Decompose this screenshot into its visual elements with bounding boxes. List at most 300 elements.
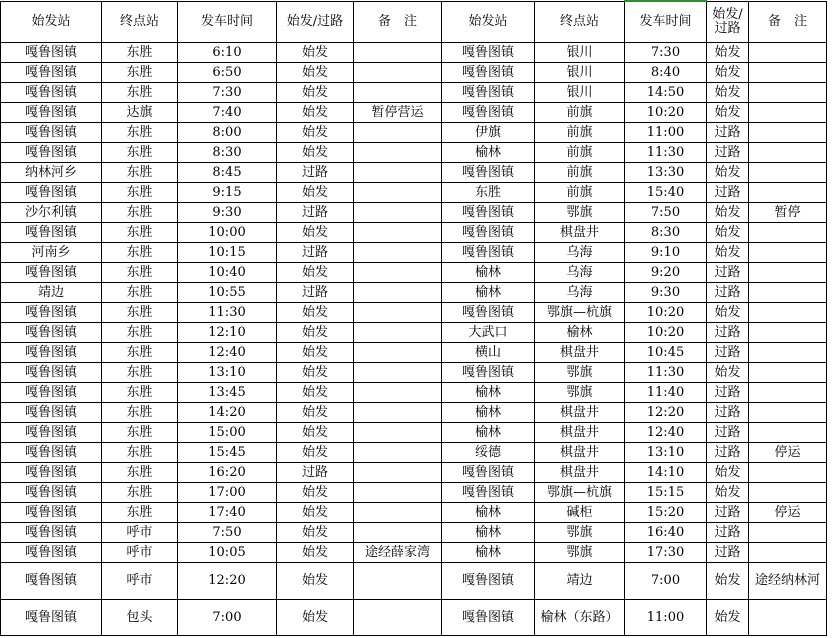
- cell-origin-or-transit-2[interactable]: 始发: [707, 203, 749, 223]
- cell-departure-time[interactable]: 16:20: [178, 463, 277, 483]
- cell-departure-time-2[interactable]: 17:30: [625, 543, 707, 563]
- cell-terminal-station[interactable]: 呼市: [102, 563, 178, 600]
- cell-remarks[interactable]: [354, 383, 442, 403]
- cell-origin-or-transit-2[interactable]: 始发: [707, 600, 749, 636]
- cell-departure-station-2[interactable]: 榆林: [442, 383, 535, 403]
- cell-departure-time[interactable]: 8:45: [178, 163, 277, 183]
- cell-terminal-station-2[interactable]: 鄂旗: [535, 523, 625, 543]
- cell-origin-or-transit-2[interactable]: 过路: [707, 403, 749, 423]
- cell-terminal-station-2[interactable]: 棋盘井: [535, 343, 625, 363]
- cell-terminal-station-2[interactable]: 前旗: [535, 103, 625, 123]
- cell-remarks[interactable]: [354, 503, 442, 523]
- cell-departure-station-2[interactable]: 榆林: [442, 143, 535, 163]
- cell-terminal-station-2[interactable]: 棋盘井: [535, 223, 625, 243]
- cell-terminal-station-2[interactable]: 鄂旗: [535, 383, 625, 403]
- cell-terminal-station[interactable]: 包头: [102, 600, 178, 636]
- cell-terminal-station[interactable]: 东胜: [102, 303, 178, 323]
- cell-departure-time[interactable]: 13:10: [178, 363, 277, 383]
- cell-departure-time-2[interactable]: 11:00: [625, 123, 707, 143]
- cell-departure-time[interactable]: 17:00: [178, 483, 277, 503]
- cell-terminal-station[interactable]: 呼市: [102, 543, 178, 563]
- cell-terminal-station[interactable]: 东胜: [102, 123, 178, 143]
- cell-origin-or-transit-2[interactable]: 过路: [707, 183, 749, 203]
- cell-terminal-station-2[interactable]: 银川: [535, 63, 625, 83]
- cell-remarks-2[interactable]: 停运: [749, 503, 827, 523]
- cell-origin-or-transit[interactable]: 始发: [277, 443, 354, 463]
- cell-departure-station[interactable]: 嘎鲁图镇: [1, 43, 102, 63]
- cell-remarks[interactable]: [354, 143, 442, 163]
- cell-remarks[interactable]: [354, 523, 442, 543]
- cell-origin-or-transit-2[interactable]: 过路: [707, 423, 749, 443]
- cell-departure-station[interactable]: 嘎鲁图镇: [1, 343, 102, 363]
- cell-remarks-2[interactable]: [749, 363, 827, 383]
- cell-remarks-2[interactable]: [749, 163, 827, 183]
- table-row: [1, 343, 827, 363]
- cell-origin-or-transit[interactable]: 始发: [277, 483, 354, 503]
- cell-departure-time-2[interactable]: 14:10: [625, 463, 707, 483]
- cell-terminal-station-2[interactable]: 靖边: [535, 563, 625, 600]
- cell-remarks-2[interactable]: [749, 483, 827, 503]
- cell-departure-time[interactable]: 13:45: [178, 383, 277, 403]
- cell-origin-or-transit[interactable]: 始发: [277, 543, 354, 563]
- header-remarks-2[interactable]: 备 注: [749, 1, 827, 43]
- cell-terminal-station[interactable]: 东胜: [102, 283, 178, 303]
- cell-origin-or-transit-2[interactable]: 始发: [707, 223, 749, 243]
- cell-remarks[interactable]: [354, 363, 442, 383]
- header-departure-time-2[interactable]: 发车时间: [625, 1, 707, 43]
- cell-departure-time-2[interactable]: 15:20: [625, 503, 707, 523]
- cell-departure-station-2[interactable]: 嘎鲁图镇: [442, 563, 535, 600]
- cell-remarks-2[interactable]: [749, 323, 827, 343]
- cell-departure-time-2[interactable]: 16:40: [625, 523, 707, 543]
- cell-origin-or-transit[interactable]: 始发: [277, 223, 354, 243]
- table-row: [1, 283, 827, 303]
- cell-terminal-station-2[interactable]: 银川: [535, 83, 625, 103]
- cell-origin-or-transit[interactable]: 始发: [277, 83, 354, 103]
- cell-remarks-2[interactable]: [749, 543, 827, 563]
- cell-terminal-station-2[interactable]: 鄂旗: [535, 363, 625, 383]
- cell-remarks-2[interactable]: [749, 243, 827, 263]
- cell-departure-station-2[interactable]: 榆林: [442, 503, 535, 523]
- cell-departure-station[interactable]: 纳林河乡: [1, 163, 102, 183]
- cell-departure-station[interactable]: 嘎鲁图镇: [1, 303, 102, 323]
- cell-terminal-station-2[interactable]: 乌海: [535, 263, 625, 283]
- table-row: [1, 223, 827, 243]
- cell-remarks[interactable]: [354, 323, 442, 343]
- cell-departure-station[interactable]: 嘎鲁图镇: [1, 383, 102, 403]
- cell-terminal-station[interactable]: 东胜: [102, 43, 178, 63]
- cell-terminal-station[interactable]: 东胜: [102, 503, 178, 523]
- cell-remarks[interactable]: [354, 223, 442, 243]
- cell-remarks[interactable]: [354, 243, 442, 263]
- cell-remarks[interactable]: [354, 43, 442, 63]
- cell-origin-or-transit[interactable]: 过路: [277, 203, 354, 223]
- cell-departure-time-2[interactable]: 7:30: [625, 43, 707, 63]
- cell-remarks-2[interactable]: 暂停: [749, 203, 827, 223]
- cell-remarks-2[interactable]: 停运: [749, 443, 827, 463]
- cell-departure-station[interactable]: 嘎鲁图镇: [1, 503, 102, 523]
- cell-terminal-station-2[interactable]: 棋盘井: [535, 443, 625, 463]
- cell-departure-station-2[interactable]: 东胜: [442, 183, 535, 203]
- cell-origin-or-transit-2[interactable]: 过路: [707, 263, 749, 283]
- cell-terminal-station[interactable]: 东胜: [102, 343, 178, 363]
- cell-origin-or-transit-2[interactable]: 始发: [707, 463, 749, 483]
- cell-departure-time-2[interactable]: 15:40: [625, 183, 707, 203]
- cell-origin-or-transit[interactable]: 始发: [277, 523, 354, 543]
- cell-terminal-station-2[interactable]: 棋盘井: [535, 423, 625, 443]
- cell-origin-or-transit-2[interactable]: 过路: [707, 283, 749, 303]
- cell-departure-station-2[interactable]: 绥德: [442, 443, 535, 463]
- cell-departure-time-2[interactable]: 7:00: [625, 563, 707, 600]
- cell-remarks[interactable]: [354, 443, 442, 463]
- cell-departure-station-2[interactable]: 嘎鲁图镇: [442, 163, 535, 183]
- cell-origin-or-transit[interactable]: 始发: [277, 263, 354, 283]
- cell-origin-or-transit[interactable]: 始发: [277, 343, 354, 363]
- cell-terminal-station[interactable]: 达旗: [102, 103, 178, 123]
- cell-departure-station-2[interactable]: 嘎鲁图镇: [442, 463, 535, 483]
- cell-terminal-station-2[interactable]: 鄂旗—杭旗: [535, 483, 625, 503]
- cell-departure-time-2[interactable]: 10:20: [625, 103, 707, 123]
- cell-terminal-station[interactable]: 东胜: [102, 483, 178, 503]
- cell-origin-or-transit[interactable]: 过路: [277, 163, 354, 183]
- cell-terminal-station[interactable]: 东胜: [102, 423, 178, 443]
- cell-remarks-2[interactable]: [749, 103, 827, 123]
- cell-departure-station[interactable]: 嘎鲁图镇: [1, 183, 102, 203]
- cell-departure-station-2[interactable]: 嘎鲁图镇: [442, 83, 535, 103]
- cell-departure-time[interactable]: 12:10: [178, 323, 277, 343]
- cell-terminal-station[interactable]: 东胜: [102, 203, 178, 223]
- header-terminal-station-2[interactable]: 终点站: [535, 1, 625, 43]
- cell-origin-or-transit[interactable]: 始发: [277, 600, 354, 636]
- table-row: [1, 43, 827, 63]
- cell-origin-or-transit-2[interactable]: 始发: [707, 103, 749, 123]
- table-row: [1, 163, 827, 183]
- cell-terminal-station[interactable]: 东胜: [102, 263, 178, 283]
- header-departure-station[interactable]: 始发站: [1, 1, 102, 43]
- cell-terminal-station-2[interactable]: 前旗: [535, 143, 625, 163]
- cell-departure-station-2[interactable]: 嘎鲁图镇: [442, 203, 535, 223]
- cell-origin-or-transit-2[interactable]: 过路: [707, 343, 749, 363]
- cell-remarks-2[interactable]: [749, 303, 827, 323]
- cell-origin-or-transit-2[interactable]: 始发: [707, 43, 749, 63]
- cell-remarks[interactable]: [354, 303, 442, 323]
- cell-departure-station-2[interactable]: 嘎鲁图镇: [442, 243, 535, 263]
- cell-departure-station[interactable]: 嘎鲁图镇: [1, 523, 102, 543]
- cell-origin-or-transit-2[interactable]: 过路: [707, 503, 749, 523]
- cell-departure-station-2[interactable]: 伊旗: [442, 123, 535, 143]
- cell-origin-or-transit[interactable]: 始发: [277, 183, 354, 203]
- cell-departure-station[interactable]: 嘎鲁图镇: [1, 223, 102, 243]
- cell-remarks[interactable]: [354, 263, 442, 283]
- cell-origin-or-transit-2[interactable]: 过路: [707, 383, 749, 403]
- header-departure-station-2[interactable]: 始发站: [442, 1, 535, 43]
- cell-departure-time-2[interactable]: 11:30: [625, 143, 707, 163]
- cell-origin-or-transit-2[interactable]: 过路: [707, 443, 749, 463]
- cell-departure-time-2[interactable]: 10:45: [625, 343, 707, 363]
- table-row: [1, 563, 827, 600]
- cell-departure-time[interactable]: 15:00: [178, 423, 277, 443]
- cell-remarks-2[interactable]: [749, 383, 827, 403]
- cell-departure-time[interactable]: 7:40: [178, 103, 277, 123]
- header-remarks[interactable]: 备 注: [354, 1, 442, 43]
- cell-remarks-2[interactable]: [749, 600, 827, 636]
- cell-remarks-2[interactable]: [749, 63, 827, 83]
- cell-departure-station[interactable]: 嘎鲁图镇: [1, 423, 102, 443]
- cell-departure-time[interactable]: 6:10: [178, 43, 277, 63]
- cell-terminal-station[interactable]: 东胜: [102, 323, 178, 343]
- cell-origin-or-transit[interactable]: 过路: [277, 463, 354, 483]
- cell-departure-station-2[interactable]: 榆林: [442, 403, 535, 423]
- cell-departure-time[interactable]: 6:50: [178, 63, 277, 83]
- cell-terminal-station-2[interactable]: 乌海: [535, 283, 625, 303]
- cell-origin-or-transit[interactable]: 始发: [277, 503, 354, 523]
- cell-departure-station-2[interactable]: 嘎鲁图镇: [442, 43, 535, 63]
- cell-remarks[interactable]: [354, 203, 442, 223]
- cell-departure-time[interactable]: 9:30: [178, 203, 277, 223]
- cell-terminal-station[interactable]: 东胜: [102, 163, 178, 183]
- cell-departure-station[interactable]: 嘎鲁图镇: [1, 363, 102, 383]
- cell-departure-time[interactable]: 11:30: [178, 303, 277, 323]
- cell-terminal-station-2[interactable]: 鄂旗—杭旗: [535, 303, 625, 323]
- cell-origin-or-transit-2[interactable]: 始发: [707, 563, 749, 600]
- cell-departure-station[interactable]: 嘎鲁图镇: [1, 83, 102, 103]
- cell-departure-station[interactable]: 靖边: [1, 283, 102, 303]
- header-origin-or-transit[interactable]: 始发/过路: [277, 1, 354, 43]
- cell-origin-or-transit-2[interactable]: 始发: [707, 363, 749, 383]
- cell-terminal-station[interactable]: 东胜: [102, 243, 178, 263]
- cell-departure-time-2[interactable]: 8:30: [625, 223, 707, 243]
- table-row: [1, 263, 827, 283]
- cell-departure-station-2[interactable]: 嘎鲁图镇: [442, 600, 535, 636]
- cell-departure-time-2[interactable]: 15:15: [625, 483, 707, 503]
- cell-terminal-station-2[interactable]: 棋盘井: [535, 403, 625, 423]
- cell-terminal-station-2[interactable]: 榆林: [535, 323, 625, 343]
- cell-origin-or-transit[interactable]: 始发: [277, 403, 354, 423]
- table-row: [1, 463, 827, 483]
- cell-remarks[interactable]: [354, 483, 442, 503]
- cell-departure-station[interactable]: 嘎鲁图镇: [1, 103, 102, 123]
- cell-remarks-2[interactable]: [749, 123, 827, 143]
- cell-origin-or-transit[interactable]: 始发: [277, 563, 354, 600]
- cell-remarks[interactable]: [354, 423, 442, 443]
- cell-origin-or-transit[interactable]: 始发: [277, 63, 354, 83]
- cell-departure-station[interactable]: 河南乡: [1, 243, 102, 263]
- cell-remarks-2[interactable]: 途经纳林河: [749, 563, 827, 600]
- cell-origin-or-transit[interactable]: 始发: [277, 423, 354, 443]
- cell-remarks[interactable]: 途经薛家湾: [354, 543, 442, 563]
- cell-origin-or-transit-2[interactable]: 过路: [707, 523, 749, 543]
- cell-terminal-station-2[interactable]: 碱柜: [535, 503, 625, 523]
- cell-departure-time-2[interactable]: 9:20: [625, 263, 707, 283]
- header-departure-time[interactable]: 发车时间: [178, 1, 277, 43]
- cell-remarks-2[interactable]: [749, 263, 827, 283]
- cell-remarks[interactable]: [354, 63, 442, 83]
- cell-remarks-2[interactable]: [749, 523, 827, 543]
- cell-terminal-station[interactable]: 东胜: [102, 223, 178, 243]
- cell-terminal-station-2[interactable]: 前旗: [535, 183, 625, 203]
- cell-departure-time[interactable]: 10:15: [178, 243, 277, 263]
- cell-departure-time-2[interactable]: 8:40: [625, 63, 707, 83]
- cell-origin-or-transit-2[interactable]: 始发: [707, 483, 749, 503]
- cell-terminal-station-2[interactable]: 银川: [535, 43, 625, 63]
- cell-departure-time[interactable]: 12:40: [178, 343, 277, 363]
- cell-departure-station-2[interactable]: 嘎鲁图镇: [442, 363, 535, 383]
- cell-remarks[interactable]: [354, 183, 442, 203]
- cell-departure-station[interactable]: 嘎鲁图镇: [1, 483, 102, 503]
- cell-departure-station[interactable]: 嘎鲁图镇: [1, 143, 102, 163]
- table-row: [1, 203, 827, 223]
- cell-terminal-station[interactable]: 东胜: [102, 383, 178, 403]
- cell-origin-or-transit-2[interactable]: 始发: [707, 243, 749, 263]
- cell-origin-or-transit-2[interactable]: 过路: [707, 323, 749, 343]
- cell-departure-time-2[interactable]: 11:00: [625, 600, 707, 636]
- cell-remarks[interactable]: [354, 463, 442, 483]
- cell-remarks-2[interactable]: [749, 43, 827, 63]
- cell-departure-station[interactable]: 嘎鲁图镇: [1, 600, 102, 636]
- cell-departure-time[interactable]: 7:00: [178, 600, 277, 636]
- cell-departure-station[interactable]: 沙尔利镇: [1, 203, 102, 223]
- cell-terminal-station[interactable]: 东胜: [102, 403, 178, 423]
- cell-terminal-station[interactable]: 东胜: [102, 83, 178, 103]
- cell-remarks[interactable]: [354, 283, 442, 303]
- cell-origin-or-transit[interactable]: 始发: [277, 363, 354, 383]
- cell-terminal-station[interactable]: 东胜: [102, 63, 178, 83]
- cell-remarks[interactable]: [354, 600, 442, 636]
- cell-departure-station[interactable]: 嘎鲁图镇: [1, 323, 102, 343]
- cell-origin-or-transit[interactable]: 过路: [277, 243, 354, 263]
- header-terminal-station[interactable]: 终点站: [102, 1, 178, 43]
- cell-departure-time[interactable]: 9:15: [178, 183, 277, 203]
- cell-remarks[interactable]: [354, 83, 442, 103]
- cell-departure-station-2[interactable]: 榆林: [442, 283, 535, 303]
- cell-departure-station[interactable]: 嘎鲁图镇: [1, 443, 102, 463]
- cell-origin-or-transit-2[interactable]: 过路: [707, 143, 749, 163]
- cell-terminal-station-2[interactable]: 前旗: [535, 123, 625, 143]
- cell-departure-time[interactable]: 17:40: [178, 503, 277, 523]
- cell-departure-station-2[interactable]: 嘎鲁图镇: [442, 63, 535, 83]
- cell-terminal-station-2[interactable]: 乌海: [535, 243, 625, 263]
- cell-departure-station[interactable]: 嘎鲁图镇: [1, 123, 102, 143]
- cell-origin-or-transit[interactable]: 始发: [277, 303, 354, 323]
- cell-departure-station-2[interactable]: 嘎鲁图镇: [442, 223, 535, 243]
- cell-terminal-station-2[interactable]: 前旗: [535, 163, 625, 183]
- cell-departure-station[interactable]: 嘎鲁图镇: [1, 63, 102, 83]
- cell-departure-time-2[interactable]: 12:20: [625, 403, 707, 423]
- cell-terminal-station-2[interactable]: 榆林（东路）: [535, 600, 625, 636]
- cell-departure-time-2[interactable]: 7:50: [625, 203, 707, 223]
- cell-remarks-2[interactable]: [749, 463, 827, 483]
- cell-origin-or-transit[interactable]: 始发: [277, 383, 354, 403]
- cell-departure-time[interactable]: 7:30: [178, 83, 277, 103]
- cell-remarks[interactable]: [354, 123, 442, 143]
- cell-terminal-station[interactable]: 东胜: [102, 143, 178, 163]
- cell-departure-time-2[interactable]: 13:30: [625, 163, 707, 183]
- cell-departure-time-2[interactable]: 11:30: [625, 363, 707, 383]
- cell-departure-time-2[interactable]: 12:40: [625, 423, 707, 443]
- cell-remarks[interactable]: 暂停营运: [354, 103, 442, 123]
- cell-origin-or-transit[interactable]: 始发: [277, 143, 354, 163]
- cell-terminal-station-2[interactable]: 鄂旗: [535, 203, 625, 223]
- cell-departure-station-2[interactable]: 嘎鲁图镇: [442, 303, 535, 323]
- cell-origin-or-transit-2[interactable]: 过路: [707, 123, 749, 143]
- cell-terminal-station[interactable]: 呼市: [102, 523, 178, 543]
- cell-terminal-station-2[interactable]: 鄂旗: [535, 543, 625, 563]
- cell-departure-time-2[interactable]: 10:20: [625, 303, 707, 323]
- cell-departure-time[interactable]: 8:00: [178, 123, 277, 143]
- table-row: [1, 303, 827, 323]
- cell-departure-station[interactable]: 嘎鲁图镇: [1, 463, 102, 483]
- cell-remarks[interactable]: [354, 563, 442, 600]
- cell-terminal-station[interactable]: 东胜: [102, 463, 178, 483]
- cell-departure-time[interactable]: 14:20: [178, 403, 277, 423]
- cell-origin-or-transit-2[interactable]: 始发: [707, 303, 749, 323]
- cell-departure-station-2[interactable]: 榆林: [442, 263, 535, 283]
- cell-departure-time-2[interactable]: 10:20: [625, 323, 707, 343]
- cell-departure-time-2[interactable]: 13:10: [625, 443, 707, 463]
- cell-remarks-2[interactable]: [749, 183, 827, 203]
- cell-terminal-station-2[interactable]: 棋盘井: [535, 463, 625, 483]
- cell-origin-or-transit[interactable]: 始发: [277, 323, 354, 343]
- cell-origin-or-transit[interactable]: 始发: [277, 123, 354, 143]
- cell-terminal-station[interactable]: 东胜: [102, 183, 178, 203]
- cell-origin-or-transit-2[interactable]: 始发: [707, 163, 749, 183]
- cell-remarks[interactable]: [354, 403, 442, 423]
- cell-origin-or-transit-2[interactable]: 始发: [707, 63, 749, 83]
- cell-departure-time[interactable]: 10:55: [178, 283, 277, 303]
- cell-remarks-2[interactable]: [749, 403, 827, 423]
- cell-remarks-2[interactable]: [749, 143, 827, 163]
- cell-departure-time-2[interactable]: 9:10: [625, 243, 707, 263]
- cell-departure-station-2[interactable]: 大武口: [442, 323, 535, 343]
- cell-remarks-2[interactable]: [749, 283, 827, 303]
- cell-remarks[interactable]: [354, 343, 442, 363]
- cell-origin-or-transit[interactable]: 始发: [277, 43, 354, 63]
- cell-departure-station[interactable]: 嘎鲁图镇: [1, 403, 102, 423]
- cell-departure-time[interactable]: 8:30: [178, 143, 277, 163]
- cell-departure-station[interactable]: 嘎鲁图镇: [1, 263, 102, 283]
- header-origin-or-transit-2[interactable]: 始发/过路: [707, 1, 749, 43]
- cell-departure-station[interactable]: 嘎鲁图镇: [1, 543, 102, 563]
- cell-origin-or-transit[interactable]: 始发: [277, 103, 354, 123]
- cell-remarks-2[interactable]: [749, 223, 827, 243]
- cell-departure-time[interactable]: 7:50: [178, 523, 277, 543]
- cell-departure-station-2[interactable]: 榆林: [442, 423, 535, 443]
- cell-remarks-2[interactable]: [749, 83, 827, 103]
- cell-origin-or-transit-2[interactable]: 过路: [707, 543, 749, 563]
- cell-departure-station-2[interactable]: 横山: [442, 343, 535, 363]
- cell-remarks[interactable]: [354, 163, 442, 183]
- cell-departure-time[interactable]: 15:45: [178, 443, 277, 463]
- cell-departure-station-2[interactable]: 榆林: [442, 523, 535, 543]
- cell-remarks-2[interactable]: [749, 343, 827, 363]
- cell-terminal-station[interactable]: 东胜: [102, 363, 178, 383]
- cell-origin-or-transit[interactable]: 过路: [277, 283, 354, 303]
- cell-departure-time-2[interactable]: 9:30: [625, 283, 707, 303]
- cell-departure-time-2[interactable]: 11:40: [625, 383, 707, 403]
- cell-terminal-station[interactable]: 东胜: [102, 443, 178, 463]
- cell-departure-station-2[interactable]: 榆林: [442, 543, 535, 563]
- cell-departure-station-2[interactable]: 嘎鲁图镇: [442, 483, 535, 503]
- cell-departure-station[interactable]: 嘎鲁图镇: [1, 563, 102, 600]
- cell-remarks-2[interactable]: [749, 423, 827, 443]
- cell-departure-time[interactable]: 10:00: [178, 223, 277, 243]
- cell-departure-station-2[interactable]: 嘎鲁图镇: [442, 103, 535, 123]
- cell-departure-time[interactable]: 10:40: [178, 263, 277, 283]
- cell-departure-time[interactable]: 10:05: [178, 543, 277, 563]
- cell-departure-time-2[interactable]: 14:50: [625, 83, 707, 103]
- cell-origin-or-transit-2[interactable]: 始发: [707, 83, 749, 103]
- cell-departure-time[interactable]: 12:20: [178, 563, 277, 600]
